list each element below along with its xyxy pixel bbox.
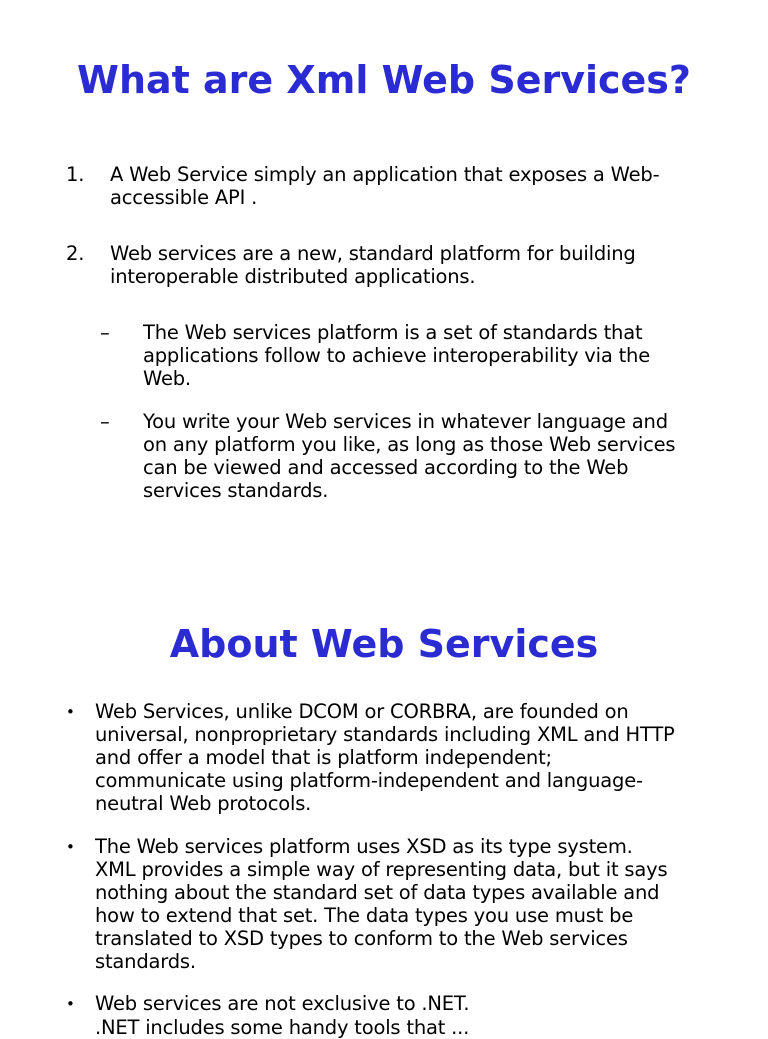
text-line: applications follow to achieve interoperability via the xyxy=(143,344,650,367)
list-item-text xyxy=(95,992,705,1015)
text-line: and offer a model that is platform independent; xyxy=(95,746,552,769)
text-line: Web. xyxy=(143,367,191,390)
text-line: accessible API . xyxy=(110,186,258,209)
text-line: XML provides a simple way of representing data, but it says xyxy=(95,858,668,881)
text-line: nothing about the standard set of data types available and xyxy=(95,881,660,904)
text-line: on any platform you like, as long as those Web services xyxy=(143,433,676,456)
slide-title-what-are-xml-web-services: What are Xml Web Services? xyxy=(77,58,691,102)
text-line: standards. xyxy=(95,950,196,973)
dash-marker: – xyxy=(100,321,110,344)
text-line: communicate using platform-independent and language- xyxy=(95,769,643,792)
text-line: .NET includes some handy tools that ... xyxy=(95,1016,470,1039)
list-item-text xyxy=(95,700,705,815)
text-line: The Web services platform uses XSD as its type system. xyxy=(95,835,633,858)
list-item-text xyxy=(95,835,705,973)
list-number: 2. xyxy=(66,242,85,265)
slide-title-about-web-services: About Web Services xyxy=(169,622,599,666)
text-line: how to extend that set. The data types you use must be xyxy=(95,904,634,927)
text-line: Web services are a new, standard platform for building xyxy=(110,242,636,265)
bullet-icon: • xyxy=(66,838,75,856)
text-line: The Web services platform is a set of standards that xyxy=(143,321,643,344)
list-item-text xyxy=(110,163,730,209)
list-item-text xyxy=(95,1016,705,1039)
text-line: You write your Web services in whatever language and xyxy=(143,410,668,433)
list-item-text xyxy=(143,410,723,502)
text-line: services standards. xyxy=(143,479,329,502)
text-line: universal, nonproprietary standards including XML and HTTP xyxy=(95,723,675,746)
text-line: interoperable distributed applications. xyxy=(110,265,476,288)
text-line: translated to XSD types to conform to the Web services xyxy=(95,927,628,950)
text-line: Web services are not exclusive to .NET. xyxy=(95,992,470,1015)
bullet-icon: • xyxy=(66,995,75,1013)
list-number: 1. xyxy=(66,163,85,186)
bullet-icon: • xyxy=(66,703,75,721)
list-item-text xyxy=(143,321,723,390)
text-line: neutral Web protocols. xyxy=(95,792,312,815)
text-line: can be viewed and accessed according to the Web xyxy=(143,456,629,479)
list-item-text xyxy=(110,242,730,288)
dash-marker: – xyxy=(100,410,110,433)
text-line: Web Services, unlike DCOM or CORBRA, are founded on xyxy=(95,700,629,723)
text-line: A Web Service simply an application that exposes a Web- xyxy=(110,163,660,186)
